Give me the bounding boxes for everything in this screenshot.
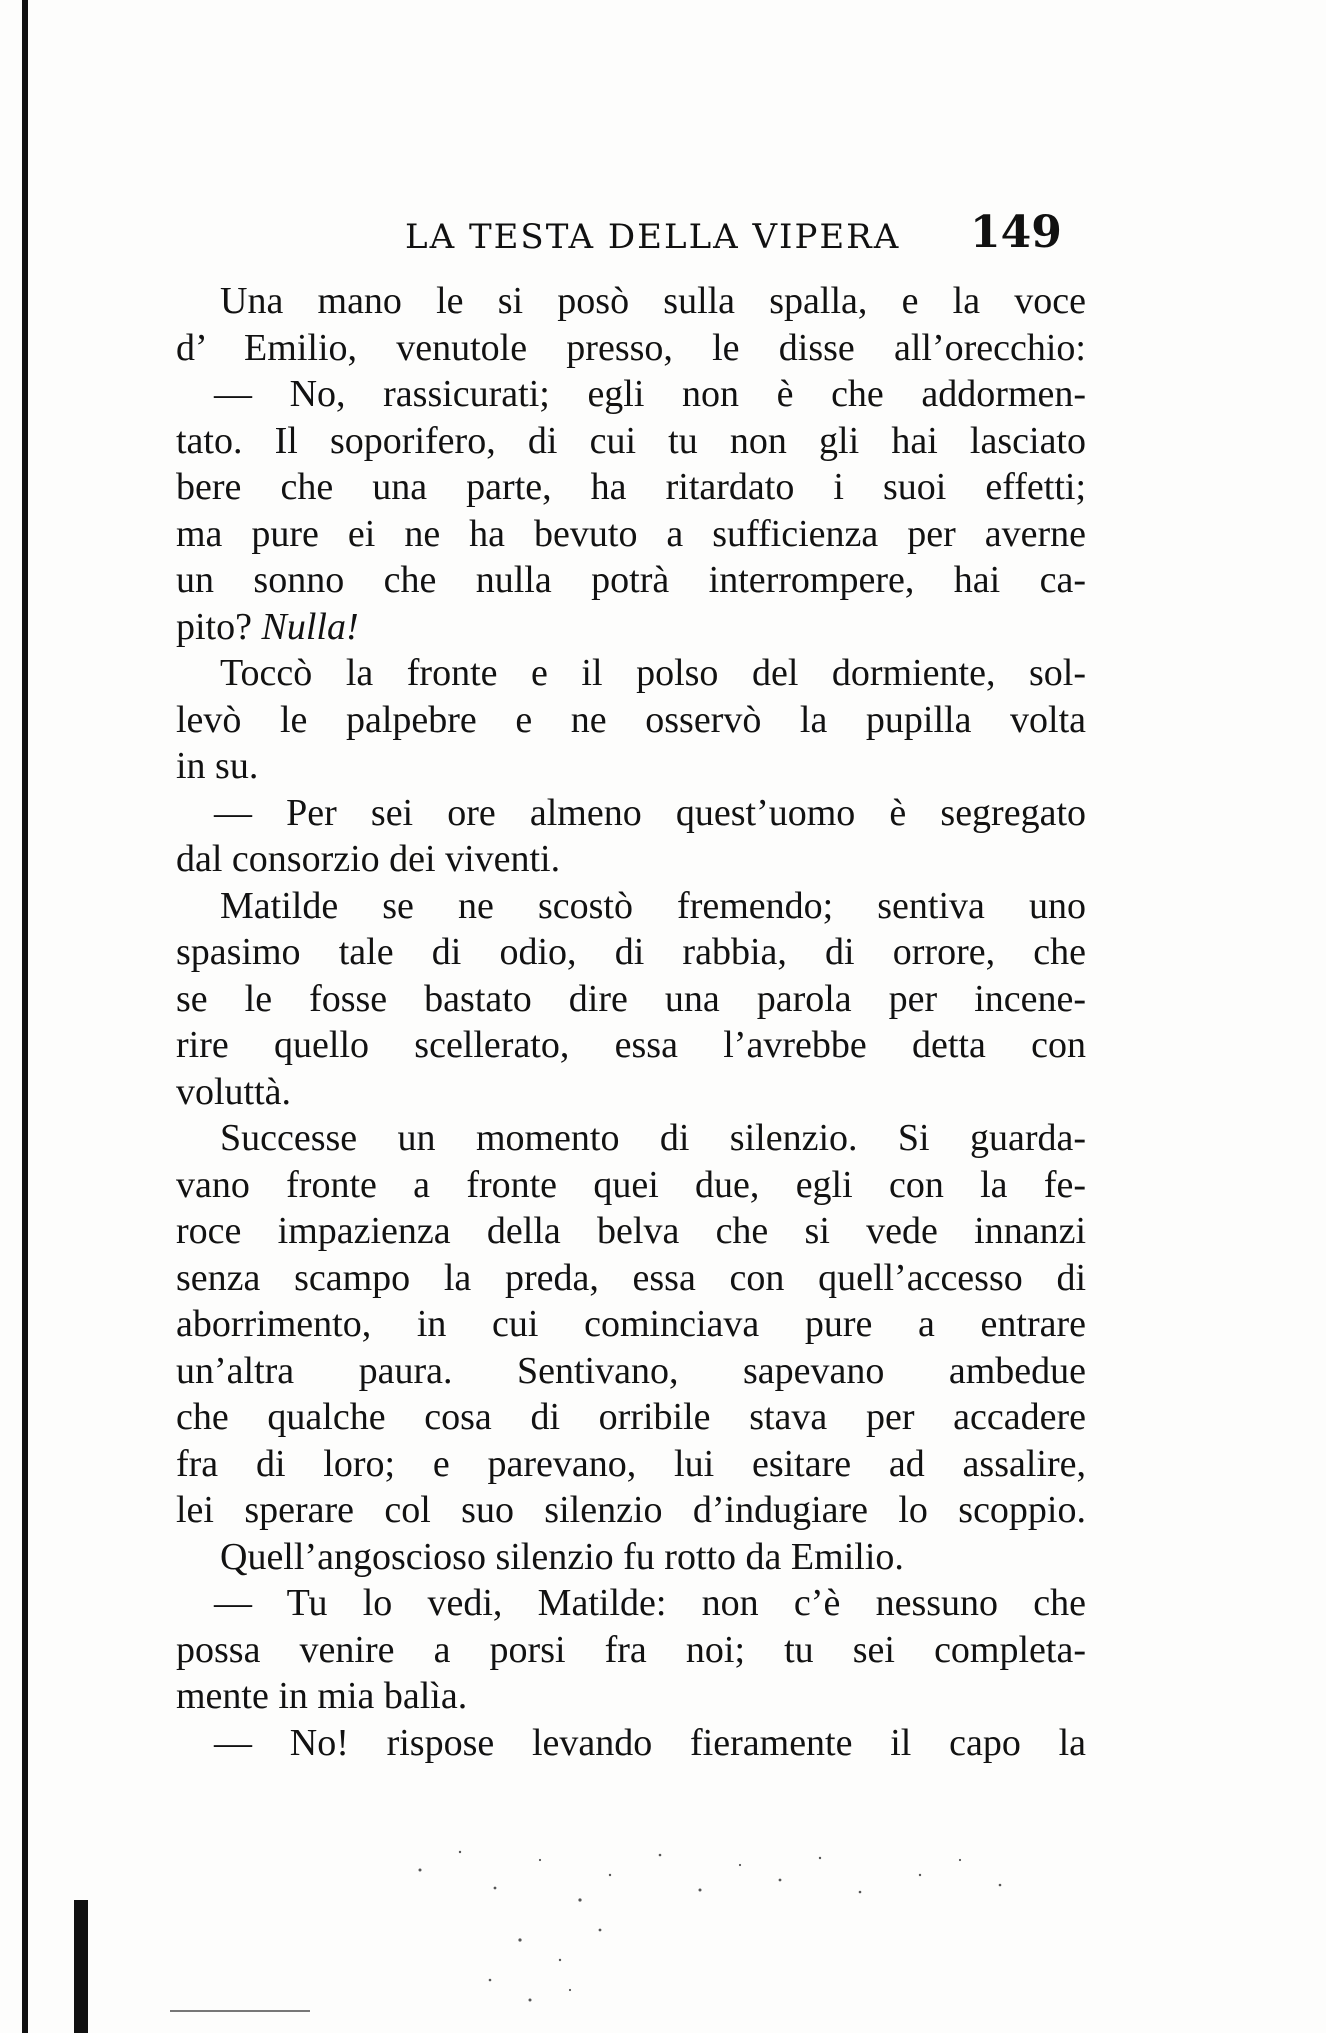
text-line	[176, 464, 1086, 511]
text-line	[176, 325, 1086, 372]
text-line-content: dal consorzio dei viventi.	[176, 838, 561, 880]
print-specks	[400, 1830, 1100, 2030]
text-line-content: che qualche cosa di orribile stava per accadere	[176, 1396, 1086, 1438]
text-line-content: vano fronte a fronte quei due, egli con la fe-	[176, 1163, 1086, 1206]
text-line	[176, 1301, 1086, 1348]
text-line	[176, 1348, 1086, 1395]
text-line	[176, 1720, 1086, 1767]
text-line-content: possa venire a porsi fra noi; tu sei completa-	[176, 1628, 1086, 1671]
page-number: 149	[970, 207, 1062, 258]
text-line	[176, 650, 1086, 697]
text-line	[176, 418, 1086, 465]
text-line	[176, 1627, 1086, 1674]
text-line-content: d’ Emilio, venutole presso, le disse all’orecchio:	[176, 326, 1086, 369]
text-line-content: voluttà.	[176, 1070, 292, 1113]
text-line	[176, 1022, 1086, 1069]
text-line-content: — Tu lo vedi, Matilde: non c’è nessuno che	[214, 1582, 1086, 1624]
text-line	[176, 1394, 1086, 1441]
text-line-content: mente in mia balìa.	[176, 1675, 468, 1717]
text-line-content: Toccò la fronte e il polso del dormiente, sol-	[220, 652, 1086, 694]
running-title: LA TESTA DELLA VIPERA	[405, 217, 901, 257]
text-line	[176, 1534, 1086, 1581]
text-line-content: fra di loro; e parevano, lui esitare ad assalire,	[176, 1442, 1086, 1485]
text-line-content: tato. Il soporifero, di cui tu non gli hai lasciato	[176, 419, 1086, 462]
text-line	[176, 511, 1086, 558]
text-line	[176, 1208, 1086, 1255]
text-line-content: ma pure ei ne ha bevuto a sufficienza per averne	[176, 512, 1086, 555]
italic-emphasis: Nulla!	[261, 605, 359, 648]
binding-shadow	[74, 1900, 88, 2033]
text-line-content: — Per sei ore almeno quest’uomo è segregato	[214, 791, 1086, 834]
page-header	[170, 205, 1090, 265]
text-line	[176, 557, 1086, 604]
text-line-content: — No, rassicurati; egli non è che addormen-	[214, 373, 1086, 415]
text-line	[176, 1069, 1086, 1116]
text-line	[176, 836, 1086, 883]
text-line	[176, 790, 1086, 837]
text-line-content: lei sperare col suo silenzio d’indugiare lo scoppio.	[176, 1489, 1086, 1531]
text-line	[176, 1255, 1086, 1302]
text-line-content: bere che una parte, ha ritardato i suoi effetti;	[176, 466, 1086, 508]
text-line	[176, 1580, 1086, 1627]
text-line-content: aborrimento, in cui cominciava pure a entrare	[176, 1303, 1086, 1345]
text-line-content: — No! rispose levando fieramente il capo la	[214, 1721, 1086, 1764]
text-line-content: in su.	[176, 745, 259, 787]
text-line	[176, 929, 1086, 976]
text-line	[176, 604, 1086, 651]
text-line	[176, 1162, 1086, 1209]
text-line-content: se le fosse bastato dire una parola per incene-	[176, 977, 1086, 1020]
text-line	[176, 1441, 1086, 1488]
text-line-content: Matilde se ne scostò fremendo; sentiva uno	[220, 884, 1086, 927]
text-line	[176, 743, 1086, 790]
text-line-content: Quell’angoscioso silenzio fu rotto da Emilio.	[220, 1535, 904, 1578]
text-line	[176, 883, 1086, 930]
text-line-content: senza scampo la preda, essa con quell’accesso di	[176, 1256, 1086, 1299]
body-text	[176, 278, 1086, 1766]
text-line	[176, 1487, 1086, 1534]
text-line	[176, 278, 1086, 325]
text-line	[176, 976, 1086, 1023]
text-line-content: un sonno che nulla potrà interrompere, hai ca-	[176, 559, 1086, 601]
binding-edge	[22, 0, 28, 2033]
bottom-rule	[170, 2010, 310, 2012]
text-line-content: pito?	[176, 605, 252, 648]
text-line	[176, 697, 1086, 744]
text-line-content: levò le palpebre e ne osservò la pupilla volta	[176, 698, 1086, 741]
text-line	[176, 1115, 1086, 1162]
text-line-content: Una mano le si posò sulla spalla, e la voce	[220, 280, 1086, 322]
text-line-content: spasimo tale di odio, di rabbia, di orrore, che	[176, 931, 1086, 973]
text-line	[176, 1673, 1086, 1720]
text-line	[176, 371, 1086, 418]
text-line-content: Successe un momento di silenzio. Si guarda-	[220, 1117, 1086, 1159]
text-line-content: roce impazienza della belva che si vede innanzi	[176, 1210, 1086, 1252]
text-line-content: rire quello scellerato, essa l’avrebbe detta con	[176, 1024, 1086, 1066]
text-line-content: un’altra paura. Sentivano, sapevano ambedue	[176, 1349, 1086, 1392]
